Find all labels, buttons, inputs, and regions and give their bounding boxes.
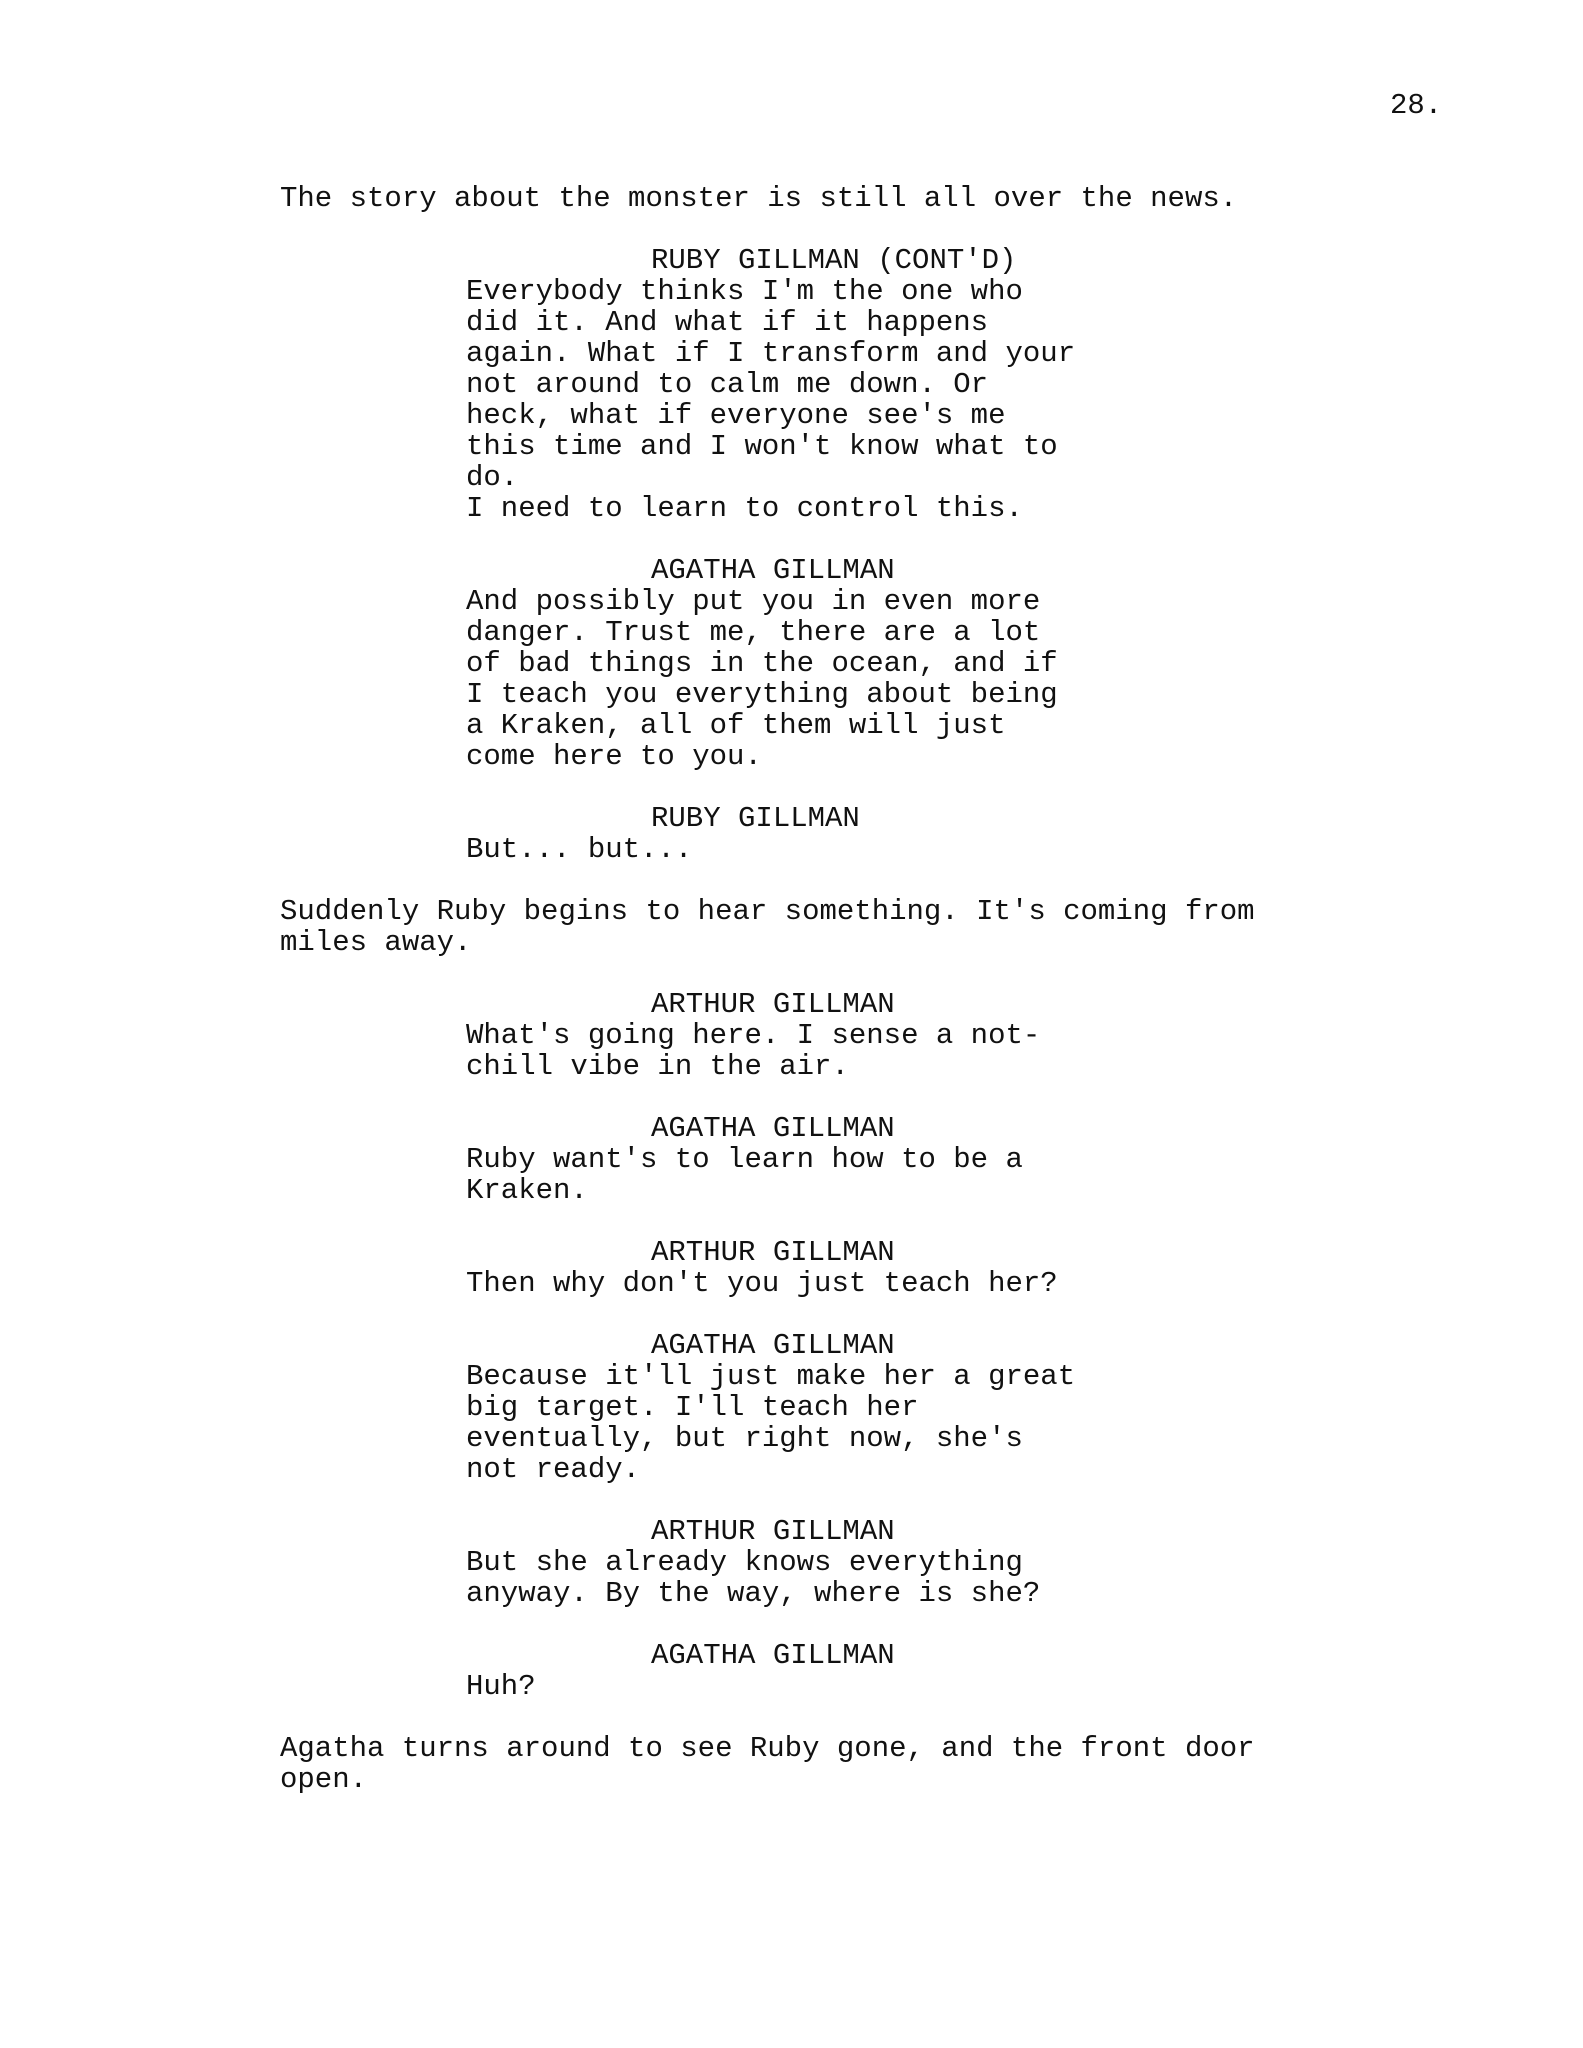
- dialogue-block: [280, 555, 1390, 772]
- dialogue-block: [280, 1516, 1390, 1609]
- character-name: AGATHA GILLMAN: [651, 1112, 895, 1145]
- script-content: [280, 183, 1390, 1826]
- dialogue-text: Huh?: [466, 1670, 536, 1703]
- dialogue-text: What's going here. I sense a not- chill vibe in the air.: [466, 1019, 1041, 1083]
- page-number: 28.: [1390, 89, 1443, 122]
- character-name: ARTHUR GILLMAN: [651, 1236, 895, 1269]
- character-name: RUBY GILLMAN: [651, 802, 860, 835]
- dialogue-block: [280, 989, 1390, 1082]
- dialogue-text: But she already knows everything anyway. By the way, where is she?: [466, 1546, 1041, 1610]
- dialogue-block: [280, 1237, 1390, 1299]
- dialogue-text: Then why don't you just teach her?: [466, 1267, 1058, 1300]
- character-name: AGATHA GILLMAN: [651, 1329, 895, 1362]
- character-name: ARTHUR GILLMAN: [651, 1515, 895, 1548]
- dialogue-block: [280, 1330, 1390, 1485]
- dialogue-block: [280, 1113, 1390, 1206]
- dialogue-block: [280, 245, 1390, 524]
- character-name: AGATHA GILLMAN: [651, 1639, 895, 1672]
- dialogue-text: But... but...: [466, 833, 693, 866]
- action-line: The story about the monster is still all over the news.: [280, 182, 1238, 215]
- dialogue-text: Because it'll just make her a great big target. I'll teach her eventually, but right now, she's not ready.: [466, 1360, 1076, 1486]
- character-name: RUBY GILLMAN (CONT'D): [651, 244, 1017, 277]
- character-name: ARTHUR GILLMAN: [651, 988, 895, 1021]
- action-line: Suddenly Ruby begins to hear something. It's coming from miles away.: [280, 895, 1255, 959]
- dialogue-text: Everybody thinks I'm the one who did it. And what if it happens again. What if I transform and your not around to calm me down. Or heck, what if everyone see's me this time and I won't know what to do. I need to learn to control this.: [466, 275, 1076, 525]
- dialogue-text: Ruby want's to learn how to be a Kraken.: [466, 1143, 1023, 1207]
- action-line: Agatha turns around to see Ruby gone, and the front door open.: [280, 1732, 1255, 1796]
- character-name: AGATHA GILLMAN: [651, 554, 895, 587]
- dialogue-block: [280, 1640, 1390, 1702]
- dialogue-block: [280, 803, 1390, 865]
- dialogue-text: And possibly put you in even more danger. Trust me, there are a lot of bad things in the ocean, and if I teach you everything about being a Kraken, all of them will just come here to you.: [466, 585, 1058, 773]
